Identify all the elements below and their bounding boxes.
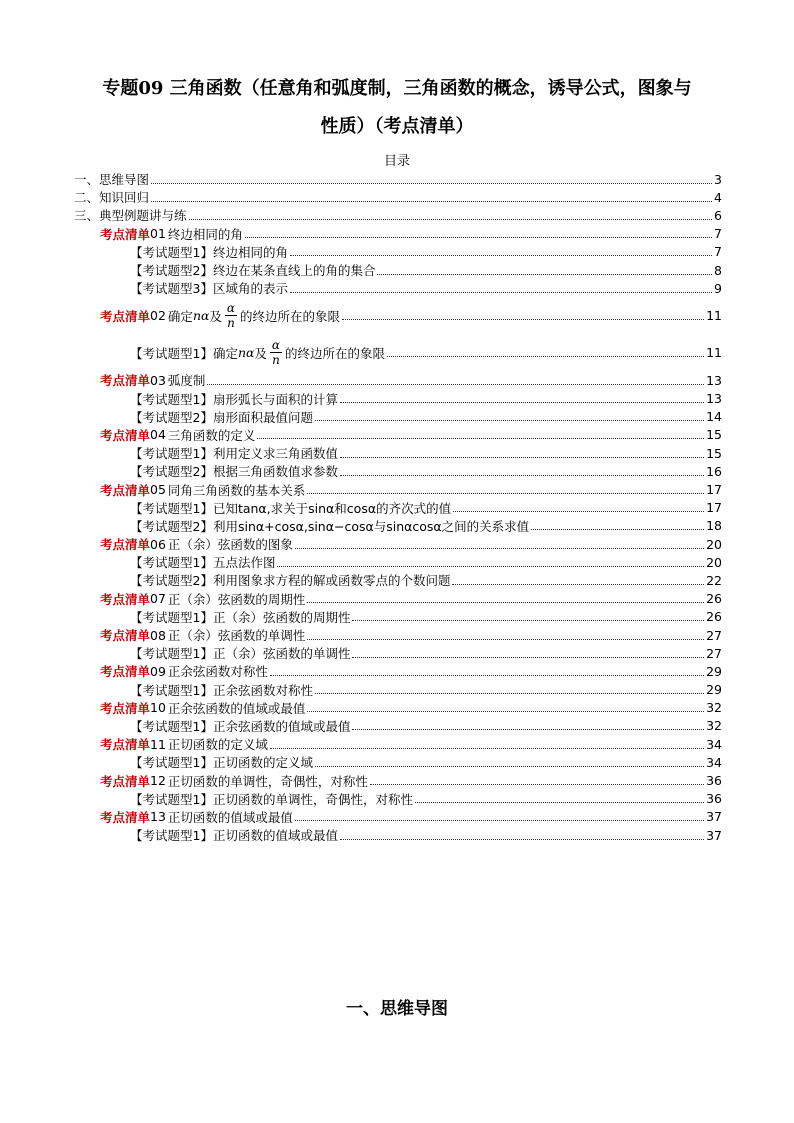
dot-leader: [415, 802, 704, 803]
dot-leader: [270, 748, 704, 749]
toc-entry-text: [130, 608, 350, 626]
entry-title: 【考试题型1】正切函数的值域或最值: [130, 828, 338, 844]
toc-entry-text: [130, 553, 275, 571]
dot-leader: [340, 402, 704, 403]
entry-title: 【考试题型2】利用图象求方程的解或函数零点的个数问题: [130, 573, 451, 589]
topic-tag: 考点清单: [100, 773, 151, 789]
dot-leader: [342, 319, 704, 320]
topic-tag: 考点清单: [100, 373, 151, 389]
dot-leader: [531, 529, 704, 530]
entry-title-conj: 及: [254, 345, 267, 361]
entry-title: 【考试题型2】终边在某条直线上的角的集合: [130, 263, 376, 279]
toc-entry[interactable]: [74, 717, 722, 735]
entry-title: 【考试题型2】扇形面积最值问题: [130, 409, 313, 425]
toc-entry[interactable]: [74, 243, 722, 261]
entry-title: 正切函数的单调性，奇偶性，对称性: [167, 773, 368, 789]
toc-entry[interactable]: [74, 735, 722, 753]
dot-leader: [270, 675, 704, 676]
toc-entry[interactable]: [74, 279, 722, 297]
toc-entry[interactable]: [74, 408, 722, 426]
entry-title: 正（余）弦函数的图象: [167, 537, 293, 553]
topic-number: 09: [150, 663, 166, 679]
topic-number: 01: [150, 226, 166, 242]
toc-entry-text: [74, 188, 149, 206]
entry-title: 【考试题型1】利用定义求三角函数值: [130, 446, 338, 462]
page-number: 29: [706, 663, 722, 679]
page-number: 7: [714, 244, 722, 260]
toc-entry[interactable]: [74, 608, 722, 626]
entry-title: 【考试题型2】利用sinα+cosα,sinα−cosα与sinαcosα之间的关系求值: [130, 518, 530, 534]
toc-entry-text: [130, 717, 350, 735]
title-line-1: 专题09 三角函数（任意角和弧度制，三角函数的概念，诱导公式，图象与: [102, 78, 692, 99]
entry-title: 【考试题型1】正切函数的定义域: [130, 755, 313, 771]
page-number: 11: [706, 308, 722, 324]
toc-entry[interactable]: [74, 334, 722, 371]
toc-entry-text: [130, 462, 338, 480]
toc-entry-text: [130, 790, 413, 808]
entry-title: 正切函数的值域或最值: [167, 809, 293, 825]
dot-leader: [352, 657, 704, 658]
toc-entry-text: [100, 225, 243, 243]
toc-entry[interactable]: [74, 571, 722, 589]
dot-leader: [277, 566, 704, 567]
topic-number: 12: [150, 773, 166, 789]
page-number: 20: [706, 554, 722, 570]
dot-leader: [352, 620, 704, 621]
fraction-alpha-over-n: [270, 338, 282, 367]
page-number: 34: [706, 754, 722, 770]
toc-entry-text: [100, 301, 340, 330]
toc-entry-text: [130, 826, 338, 844]
toc-entry-text: [74, 170, 149, 188]
toc-entry-text: [100, 772, 368, 790]
dot-leader: [307, 493, 704, 494]
fraction-numerator: α: [271, 338, 281, 353]
toc-entry-text: [130, 261, 375, 279]
fraction-denominator: n: [227, 316, 235, 331]
dot-leader: [257, 438, 704, 439]
toc-entry-text: [74, 206, 187, 224]
toc-entry[interactable]: [74, 462, 722, 480]
dot-leader: [295, 548, 704, 549]
page-number: 27: [706, 627, 722, 643]
dot-leader: [340, 839, 704, 840]
toc-entry-text: [100, 481, 305, 499]
toc-entry-text: [130, 279, 288, 297]
dot-leader: [387, 356, 704, 357]
dot-leader: [315, 420, 704, 421]
entry-title: 【考试题型1】正切函数的单调性，奇偶性，对称性: [130, 791, 413, 807]
toc-entry[interactable]: [74, 371, 722, 389]
page-number: 9: [714, 280, 722, 296]
page-number: 6: [714, 207, 722, 223]
toc-entry-text: [130, 408, 313, 426]
toc-entry[interactable]: [74, 826, 722, 844]
toc-entry[interactable]: [74, 517, 722, 535]
topic-tag: 考点清单: [100, 482, 151, 498]
topic-tag: 考点清单: [100, 664, 151, 680]
page-number: 15: [706, 445, 722, 461]
toc-entry[interactable]: [74, 535, 722, 553]
dot-leader: [352, 729, 704, 730]
entry-title-conj: 及: [209, 308, 222, 324]
toc-entry[interactable]: [74, 188, 722, 206]
topic-number: 13: [150, 809, 166, 825]
page-number: 13: [706, 391, 722, 407]
topic-tag: 考点清单: [100, 537, 151, 553]
page-number: 36: [706, 791, 722, 807]
fraction-numerator: α: [226, 301, 235, 316]
entry-title: 【考试题型1】正余弦函数对称性: [130, 682, 313, 698]
entry-title: 【考试题型1】正（余）弦函数的单调性: [130, 646, 351, 662]
toc-entry-text: [130, 243, 288, 261]
dot-leader: [295, 820, 704, 821]
dot-leader: [452, 584, 704, 585]
toc-entry-text: [130, 338, 385, 367]
entry-title: 正切函数的定义域: [167, 737, 268, 753]
toc-entry[interactable]: [74, 644, 722, 662]
toc-entry[interactable]: [74, 771, 722, 789]
dot-leader: [307, 602, 704, 603]
page-number: 32: [706, 700, 722, 716]
toc-entry-text: [100, 699, 305, 717]
dot-leader: [377, 274, 712, 275]
toc-entry[interactable]: [74, 808, 722, 826]
page-number: 14: [706, 409, 722, 425]
title-line-2: 性质）（考点清单）: [320, 116, 474, 137]
toc-entry-text: [130, 681, 313, 699]
entry-title: 正（余）弦函数的单调性: [167, 628, 306, 644]
dot-leader: [207, 384, 704, 385]
dot-leader: [290, 292, 712, 293]
page-number: 26: [706, 591, 722, 607]
topic-tag: 考点清单: [100, 809, 151, 825]
toc-entry[interactable]: [74, 626, 722, 644]
math-n-alpha: nα: [192, 308, 210, 324]
entry-title: 【考试题型3】区域角的表示: [130, 281, 288, 297]
toc-entry-text: [130, 571, 450, 589]
toc-entry[interactable]: [74, 699, 722, 717]
toc-entry[interactable]: [74, 261, 722, 279]
dot-leader: [340, 475, 704, 476]
page-number: 17: [706, 482, 722, 498]
topic-tag: 考点清单: [100, 628, 151, 644]
topic-tag: 考点清单: [100, 700, 151, 716]
math-n-alpha: nα: [237, 345, 255, 361]
section-title: 一、思维导图: [346, 999, 448, 1019]
entry-title: 正余弦函数的值域或最值: [167, 700, 306, 716]
toc-entry-text: [100, 426, 255, 444]
topic-tag: 考点清单: [100, 308, 151, 324]
toc-entry[interactable]: [74, 499, 722, 517]
toc-entry-text: [100, 626, 305, 644]
entry-title: 正余弦函数对称性: [167, 664, 268, 680]
entry-title: 【考试题型1】终边相同的角: [130, 244, 288, 260]
page-number: 27: [706, 645, 722, 661]
topic-number: 11: [150, 736, 166, 752]
entry-title: 同角三角函数的基本关系: [167, 482, 306, 498]
topic-tag: 考点清单: [100, 427, 151, 443]
page-number: 16: [706, 463, 722, 479]
toc-entry-text: [100, 371, 205, 389]
toc-entry-text: [130, 644, 350, 662]
page-number: 37: [706, 827, 722, 843]
toc-entry[interactable]: [74, 206, 722, 224]
topic-number: 06: [150, 536, 166, 552]
topic-number: 04: [150, 427, 166, 443]
toc-entry-text: [130, 444, 338, 462]
page-number: 7: [714, 226, 722, 242]
page-number: 20: [706, 536, 722, 552]
dot-leader: [315, 766, 704, 767]
dot-leader: [151, 183, 712, 184]
page-number: 4: [714, 189, 722, 205]
toc-entry-text: [130, 499, 451, 517]
page-number: 36: [706, 773, 722, 789]
topic-number: 03: [150, 372, 166, 388]
toc-entry[interactable]: [74, 590, 722, 608]
toc-entry-text: [100, 662, 268, 680]
dot-leader: [189, 219, 713, 220]
dot-leader: [370, 784, 704, 785]
toc-entry[interactable]: [74, 790, 722, 808]
dot-leader: [340, 457, 704, 458]
toc-entry-text: [100, 535, 293, 553]
toc-entry-text: [100, 808, 293, 826]
page-number: 22: [706, 572, 722, 588]
page-number: 17: [706, 500, 722, 516]
page-number: 11: [706, 345, 722, 361]
dot-leader: [245, 237, 712, 238]
toc-entry[interactable]: [74, 297, 722, 334]
entry-title: 二、知识回归: [74, 190, 150, 206]
entry-title: 终边相同的角: [167, 226, 243, 242]
toc-entry[interactable]: [74, 225, 722, 243]
toc-entry-text: [130, 390, 338, 408]
topic-number: 05: [150, 482, 166, 498]
dot-leader: [453, 511, 704, 512]
table-of-contents: [74, 170, 722, 844]
page-number: 3: [714, 171, 722, 187]
page-number: 15: [706, 427, 722, 443]
dot-leader: [151, 201, 712, 202]
toc-heading: 目录: [383, 154, 410, 169]
toc-entry-text: [130, 517, 529, 535]
entry-title-suffix: 的终边所在的象限: [284, 345, 385, 361]
dot-leader: [307, 711, 704, 712]
topic-number: 07: [150, 591, 166, 607]
dot-leader: [307, 639, 704, 640]
topic-number: 10: [150, 700, 166, 716]
entry-title: 【考试题型1】正（余）弦函数的周期性: [130, 609, 351, 625]
entry-title: 【考试题型1】扇形弧长与面积的计算: [130, 391, 338, 407]
toc-entry-text: [130, 753, 313, 771]
page-number: 8: [714, 262, 722, 278]
fraction-denominator: n: [272, 353, 280, 368]
entry-title-prefix: 确定: [167, 308, 193, 324]
topic-tag: 考点清单: [100, 737, 151, 753]
toc-entry[interactable]: [74, 553, 722, 571]
entry-title-prefix: 【考试题型1】确定: [130, 345, 238, 361]
entry-title: 三角函数的定义: [167, 427, 256, 443]
document-title: [60, 70, 734, 146]
entry-title: 【考试题型1】五点法作图: [130, 555, 276, 571]
page-number: 13: [706, 372, 722, 388]
toc-entry-text: [100, 590, 305, 608]
toc-entry-text: [100, 735, 268, 753]
toc-entry[interactable]: [74, 753, 722, 771]
toc-entry[interactable]: [74, 681, 722, 699]
toc-entry[interactable]: [74, 170, 722, 188]
entry-title: 弧度制: [167, 373, 206, 389]
page-number: 18: [706, 518, 722, 534]
entry-title-suffix: 的终边所在的象限: [239, 308, 340, 324]
dot-leader: [315, 693, 704, 694]
topic-number: 08: [150, 627, 166, 643]
dot-leader: [290, 255, 712, 256]
page-number: 26: [706, 609, 722, 625]
page-number: 29: [706, 682, 722, 698]
toc-entry[interactable]: [74, 480, 722, 498]
entry-title: 【考试题型1】已知tanα,求关于sinα和cosα的齐次式的值: [130, 500, 452, 516]
entry-title: 一、思维导图: [74, 172, 150, 188]
fraction-alpha-over-n: [225, 301, 237, 330]
entry-title: 三、典型例题讲与练: [74, 208, 187, 224]
page-number: 34: [706, 736, 722, 752]
toc-entry[interactable]: [74, 662, 722, 680]
page-number: 32: [706, 718, 722, 734]
topic-number: 02: [150, 308, 166, 324]
entry-title: 【考试题型2】根据三角函数值求参数: [130, 464, 338, 480]
topic-tag: 考点清单: [100, 591, 151, 607]
toc-entry[interactable]: [74, 444, 722, 462]
entry-title: 正（余）弦函数的周期性: [167, 591, 306, 607]
page-number: 37: [706, 809, 722, 825]
toc-entry[interactable]: [74, 390, 722, 408]
topic-tag: 考点清单: [100, 226, 151, 242]
toc-entry[interactable]: [74, 426, 722, 444]
entry-title: 【考试题型1】正余弦函数的值域或最值: [130, 718, 351, 734]
